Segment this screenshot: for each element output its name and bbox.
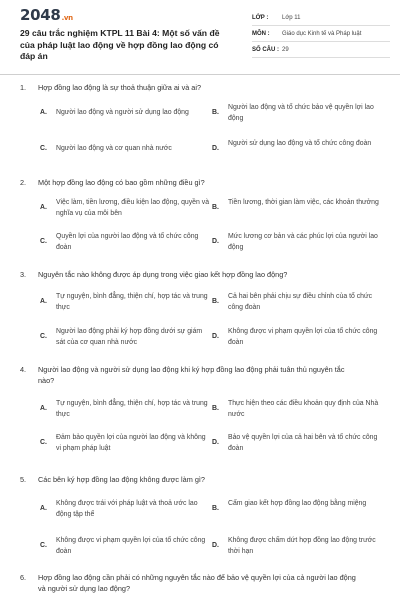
meta-subject-label: MÔN : <box>252 30 270 37</box>
meta-class-row <box>252 10 390 26</box>
question-text: 3. Nguyên tắc nào không được áp dụng trong việc giao kết hợp đồng lao động? <box>20 270 288 279</box>
meta-subject-row <box>252 26 390 42</box>
meta-count-value: 29 <box>282 46 289 53</box>
site-logo[interactable]: 2048.vn <box>20 6 73 24</box>
document-page: 2048.vn 29 câu trắc nghiệm KTPL 11 Bài 4: Một số vấn đề của pháp luật lao động về hợp đồng lao động có đáp án LỚP : Lớp 11 MÔN : Giáo dục Kinh tế và Pháp luật SỐ CÂU : 29 1. Hợp đồng lao động là sự thoả thuận giữa ai và ai? A. Người lao động và người sử dụng lao động B. Người lao động và tổ chức bảo vệ quyền lợi lao động C. Người lao động và cơ quan nhà nước D. Người sử dụng lao động và tổ chức công đoàn 2. Một hợp đồng lao động có bao gồm những điều gì? A. Việc làm, tiền lương, điều kiện lao động, quyền và nghĩa vụ của môi bên B. Tiền lương, thời gian làm việc, các khoản thưởng C. Quyền lợi của người lao động và tổ chức công đoàn D. Mức lương cơ bản và các phúc lợi của người lao động 3. Nguyên tắc nào không được áp dụng trong việc giao kết hợp đồng lao động? A. Tự nguyện, bình đẳng, thiện chí, hợp tác và trung thực B. Cả hai bên phải chịu sự điều chỉnh của tổ chức công đoàn C. Người lao động phải ký hợp đồng dưới sự giám sát của cơ quan nhà nước D. Không được vi phạm quyền lợi của tổ chức công đoàn 4. Người lao động và người sử dụng lao động khi ký hợp đồng lao động phải tuân thủ nguyên tắc nào? A. Tự nguyện, bình đẳng, thiện chí, hợp tác và trung thực B. Thực hiện theo các điều khoản quy định của Nhà nước C. Đảm bảo quyền lợi của người lao động và không vi phạm pháp luật D. Bảo vệ quyền lợi của cả hai bên và tổ chức công đoàn 5. Các bên ký hợp đồng lao động không được làm gì? A. Không được trái với pháp luật và thoả ước lao động tập thể B. Cấm giao kết hợp đồng lao động bằng miệng C. Không được vi phạm quyền lợi của tổ chức công đoàn D. Không được chấm dứt hợp đồng lao động trước thời hạn 6. Hợp đồng lao động cần phải có những nguyên tắc nào để bảo vệ quyền lợi của cả người lao động và người sử dụng lao động? <box>0 0 400 600</box>
meta-class-label: LỚP : <box>252 14 269 21</box>
page-header <box>0 0 400 75</box>
meta-count-label: SỐ CÂU : <box>252 46 279 53</box>
question-text: 4. Người lao động và người sử dụng lao động khi ký hợp đồng lao động phải tuân thủ nguyên tắc nào? <box>20 365 345 385</box>
meta-subject-value: Giáo dục Kinh tế và Pháp luật <box>282 30 362 37</box>
document-meta <box>252 10 390 58</box>
document-title: 29 câu trắc nghiệm KTPL 11 Bài 4: Một số vấn đề của pháp luật lao động về hợp đồng lao động có đáp án <box>20 28 220 61</box>
meta-class-value: Lớp 11 <box>282 14 301 21</box>
question-text: 1. Hợp đồng lao động là sự thoả thuận giữa ai và ai? <box>20 83 202 92</box>
question-text: 2. Một hợp đồng lao động có bao gồm những điều gì? <box>20 178 205 187</box>
question-text: 5. Các bên ký hợp đồng lao động không được làm gì? <box>20 475 205 484</box>
meta-count-row <box>252 42 390 58</box>
question-text: 6. Hợp đồng lao động cần phải có những nguyên tắc nào để bảo vệ quyền lợi của cả người lao động và người sử dụng lao động? <box>20 573 356 593</box>
